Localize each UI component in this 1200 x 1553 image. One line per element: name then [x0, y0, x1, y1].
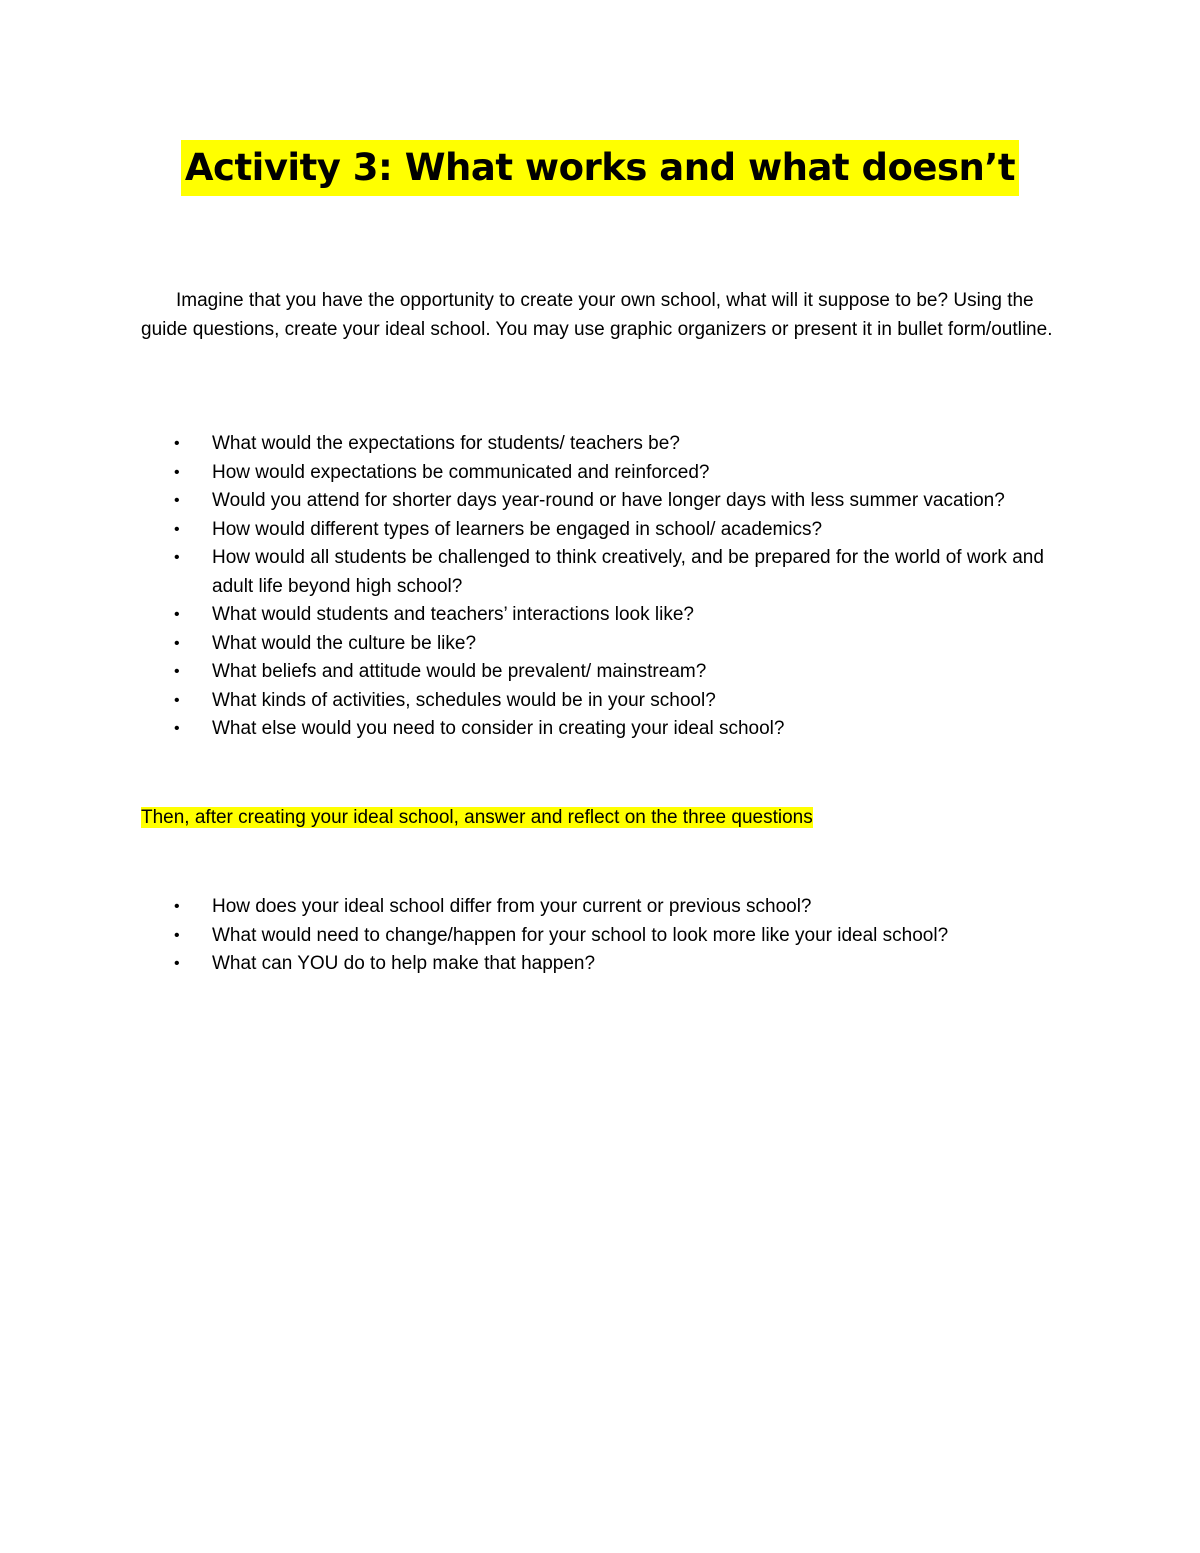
- list-item: [141, 687, 1061, 716]
- list-item-text: How would all students be challenged to think creatively, and be prepared for the world of work and adult life beyond high school?: [212, 547, 1044, 597]
- reflection-questions-list: [141, 893, 1061, 979]
- list-item-text: What beliefs and attitude would be prevalent/ mainstream?: [212, 661, 707, 682]
- list-item: [141, 893, 1061, 922]
- bullet-icon: •: [174, 634, 180, 652]
- list-item-text: What can YOU do to help make that happen?: [212, 953, 596, 974]
- list-item: [141, 430, 1061, 459]
- bullet-icon: •: [174, 720, 180, 737]
- list-item-text: How does your ideal school differ from your current or previous school?: [212, 896, 812, 917]
- reflection-prompt: [141, 804, 813, 833]
- bullet-icon: •: [174, 691, 180, 709]
- bullet-icon: •: [174, 926, 180, 944]
- list-item-text: What would students and teachers’ interactions look like?: [212, 604, 694, 625]
- list-item-text: What would need to change/happen for your school to look more like your ideal school?: [212, 924, 949, 946]
- bullet-icon: •: [174, 463, 180, 481]
- list-item-text: What else would you need to consider in creating your ideal school?: [212, 718, 785, 739]
- bullet-icon: •: [174, 663, 180, 680]
- page-title: Activity 3: What works and what doesn’t: [181, 140, 1019, 196]
- bullet-icon: •: [174, 898, 180, 915]
- list-item-text: What kinds of activities, schedules would be in your school?: [212, 689, 716, 711]
- list-item-text: What would the expectations for students/ teachers be?: [212, 433, 680, 454]
- bullet-icon: •: [174, 955, 180, 972]
- title-container: [0, 140, 1200, 196]
- list-item: [141, 715, 1061, 744]
- bullet-icon: •: [174, 435, 180, 452]
- list-item-text: How would expectations be communicated and reinforced?: [212, 461, 710, 483]
- list-item: [141, 950, 1061, 979]
- bullet-icon: •: [174, 520, 180, 538]
- list-item: [141, 544, 1061, 601]
- bullet-icon: •: [174, 492, 180, 509]
- intro-paragraph: Imagine that you have the opportunity to create your own school, what will it suppose to be? Using the guide questions, create your ideal school. You may use graphic organizers or present it in bullet form/outline.: [141, 290, 1053, 340]
- list-item: [141, 601, 1061, 630]
- reflection-prompt-highlight: Then, after creating your ideal school, answer and reflect on the three questions: [141, 807, 813, 828]
- list-item-text: How would different types of learners be engaged in school/ academics?: [212, 518, 823, 540]
- list-item-text: Would you attend for shorter days year-round or have longer days with less summer vacation?: [212, 490, 1005, 511]
- list-item: [141, 459, 1061, 488]
- list-item: [141, 630, 1061, 659]
- guide-questions-list: [141, 430, 1061, 744]
- list-item-text: What would the culture be like?: [212, 632, 477, 654]
- list-item: [141, 658, 1061, 687]
- bullet-icon: •: [174, 549, 180, 566]
- bullet-icon: •: [174, 606, 180, 623]
- list-item: [141, 487, 1061, 516]
- list-item: [141, 922, 1061, 951]
- list-item: [141, 516, 1061, 545]
